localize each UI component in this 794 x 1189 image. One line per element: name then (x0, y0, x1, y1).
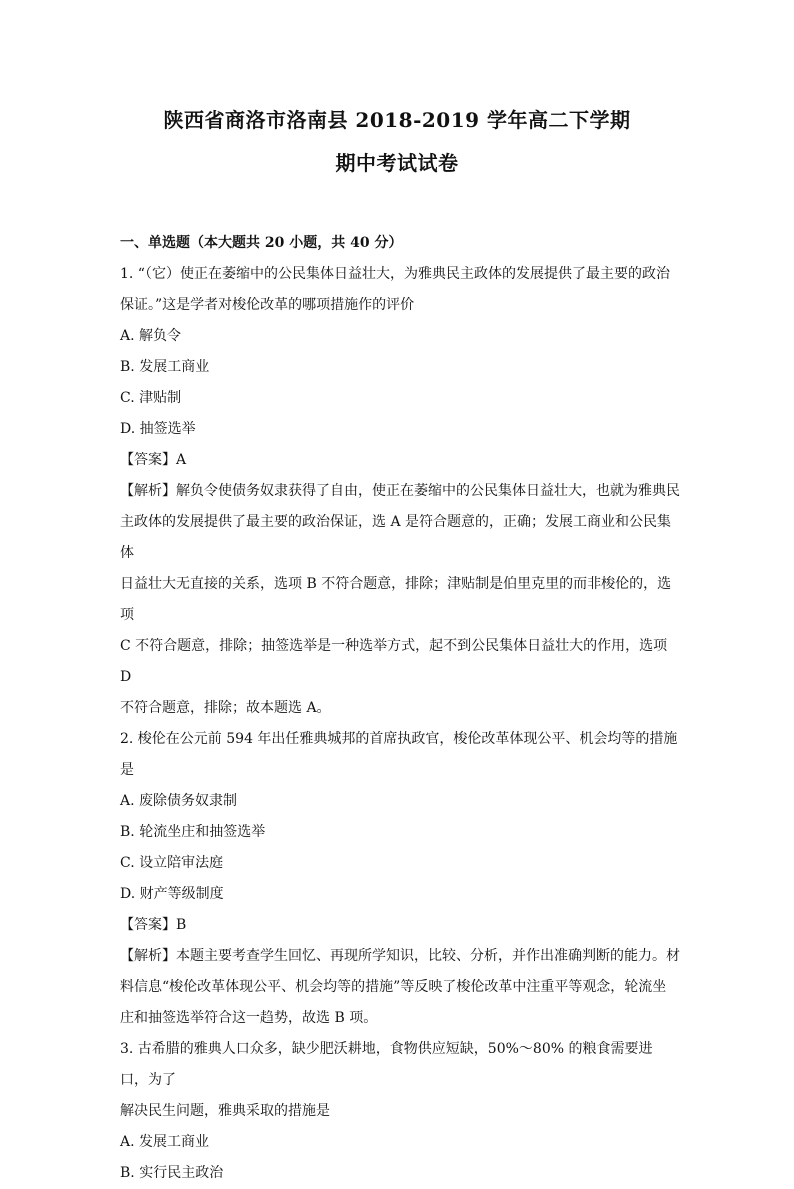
q1-option-d: D. 抽签选举 (120, 421, 196, 437)
q1-stem-line1: 1. “（它）使正在萎缩中的公民集体日益壮大，为雅典民主政体的发展提供了最主要的政治 (120, 266, 670, 282)
exam-content (120, 228, 680, 1189)
q1-analysis-line5: 不符合题意，排除；故本题选 A。 (120, 700, 331, 716)
q1-option-b: B. 发展工商业 (120, 359, 210, 375)
q1-analysis-line1: 【解析】解负令使债务奴隶获得了自由，使正在萎缩中的公民集体日益壮大，也就为雅典民 (120, 483, 680, 499)
q2-option-c: C. 设立陪审法庭 (120, 855, 224, 871)
q3-stem-line2: 解决民生问题，雅典采取的措施是 (120, 1103, 330, 1119)
q2-analysis-line1: 【解析】本题主要考查学生回忆、再现所学知识，比较、分析，并作出准确判断的能力。材 (120, 948, 680, 964)
q2-answer: 【答案】B (120, 917, 187, 933)
document-subtitle: 期中考试试卷 (335, 151, 459, 175)
q1-analysis-line4: C 不符合题意，排除；抽签选举是一种选举方式，起不到公民集体日益壮大的作用，选项 D (120, 638, 668, 685)
q2-option-d: D. 财产等级制度 (120, 886, 224, 902)
section-heading: 一、单选题（本大题共 20 小题，共 40 分） (120, 235, 403, 251)
q2-analysis-line3: 庄和抽签选举符合这一趋势，故选 B 项。 (120, 1010, 378, 1026)
q1-answer: 【答案】A (120, 452, 187, 468)
q2-stem: 2. 梭伦在公元前 594 年出任雅典城邦的首席执政官，梭伦改革体现公平、机会均等的措施是 (120, 731, 678, 778)
q2-option-b: B. 轮流坐庄和抽签选举 (120, 824, 266, 840)
document-title: 陕西省商洛市洛南县 2018-2019 学年高二下学期 (163, 108, 631, 132)
q1-stem-line2: 保证。”这是学者对梭伦改革的哪项措施作的评价 (120, 297, 415, 313)
q3-option-a: A. 发展工商业 (120, 1134, 210, 1150)
q2-analysis-line2: 料信息“梭伦改革体现公平、机会均等的措施”等反映了梭伦改革中注重平等观念，轮流坐 (120, 979, 667, 995)
q2-option-a: A. 废除债务奴隶制 (120, 793, 238, 809)
q1-option-a: A. 解负令 (120, 328, 182, 344)
q1-analysis-line3: 日益壮大无直接的关系，选项 B 不符合题意，排除；津贴制是伯里克里的而非梭伦的，选项 (120, 576, 672, 623)
q1-analysis-line2: 主政体的发展提供了最主要的政治保证，选 A 是符合题意的，正确；发展工商业和公民集体 (120, 514, 672, 561)
q3-stem-line1: 3. 古希腊的雅典人口众多，缺少肥沃耕地，食物供应短缺，50%～80% 的粮食需要进口，为了 (120, 1041, 653, 1088)
q3-option-b: B. 实行民主政治 (120, 1165, 224, 1181)
q1-option-c: C. 津贴制 (120, 390, 182, 406)
